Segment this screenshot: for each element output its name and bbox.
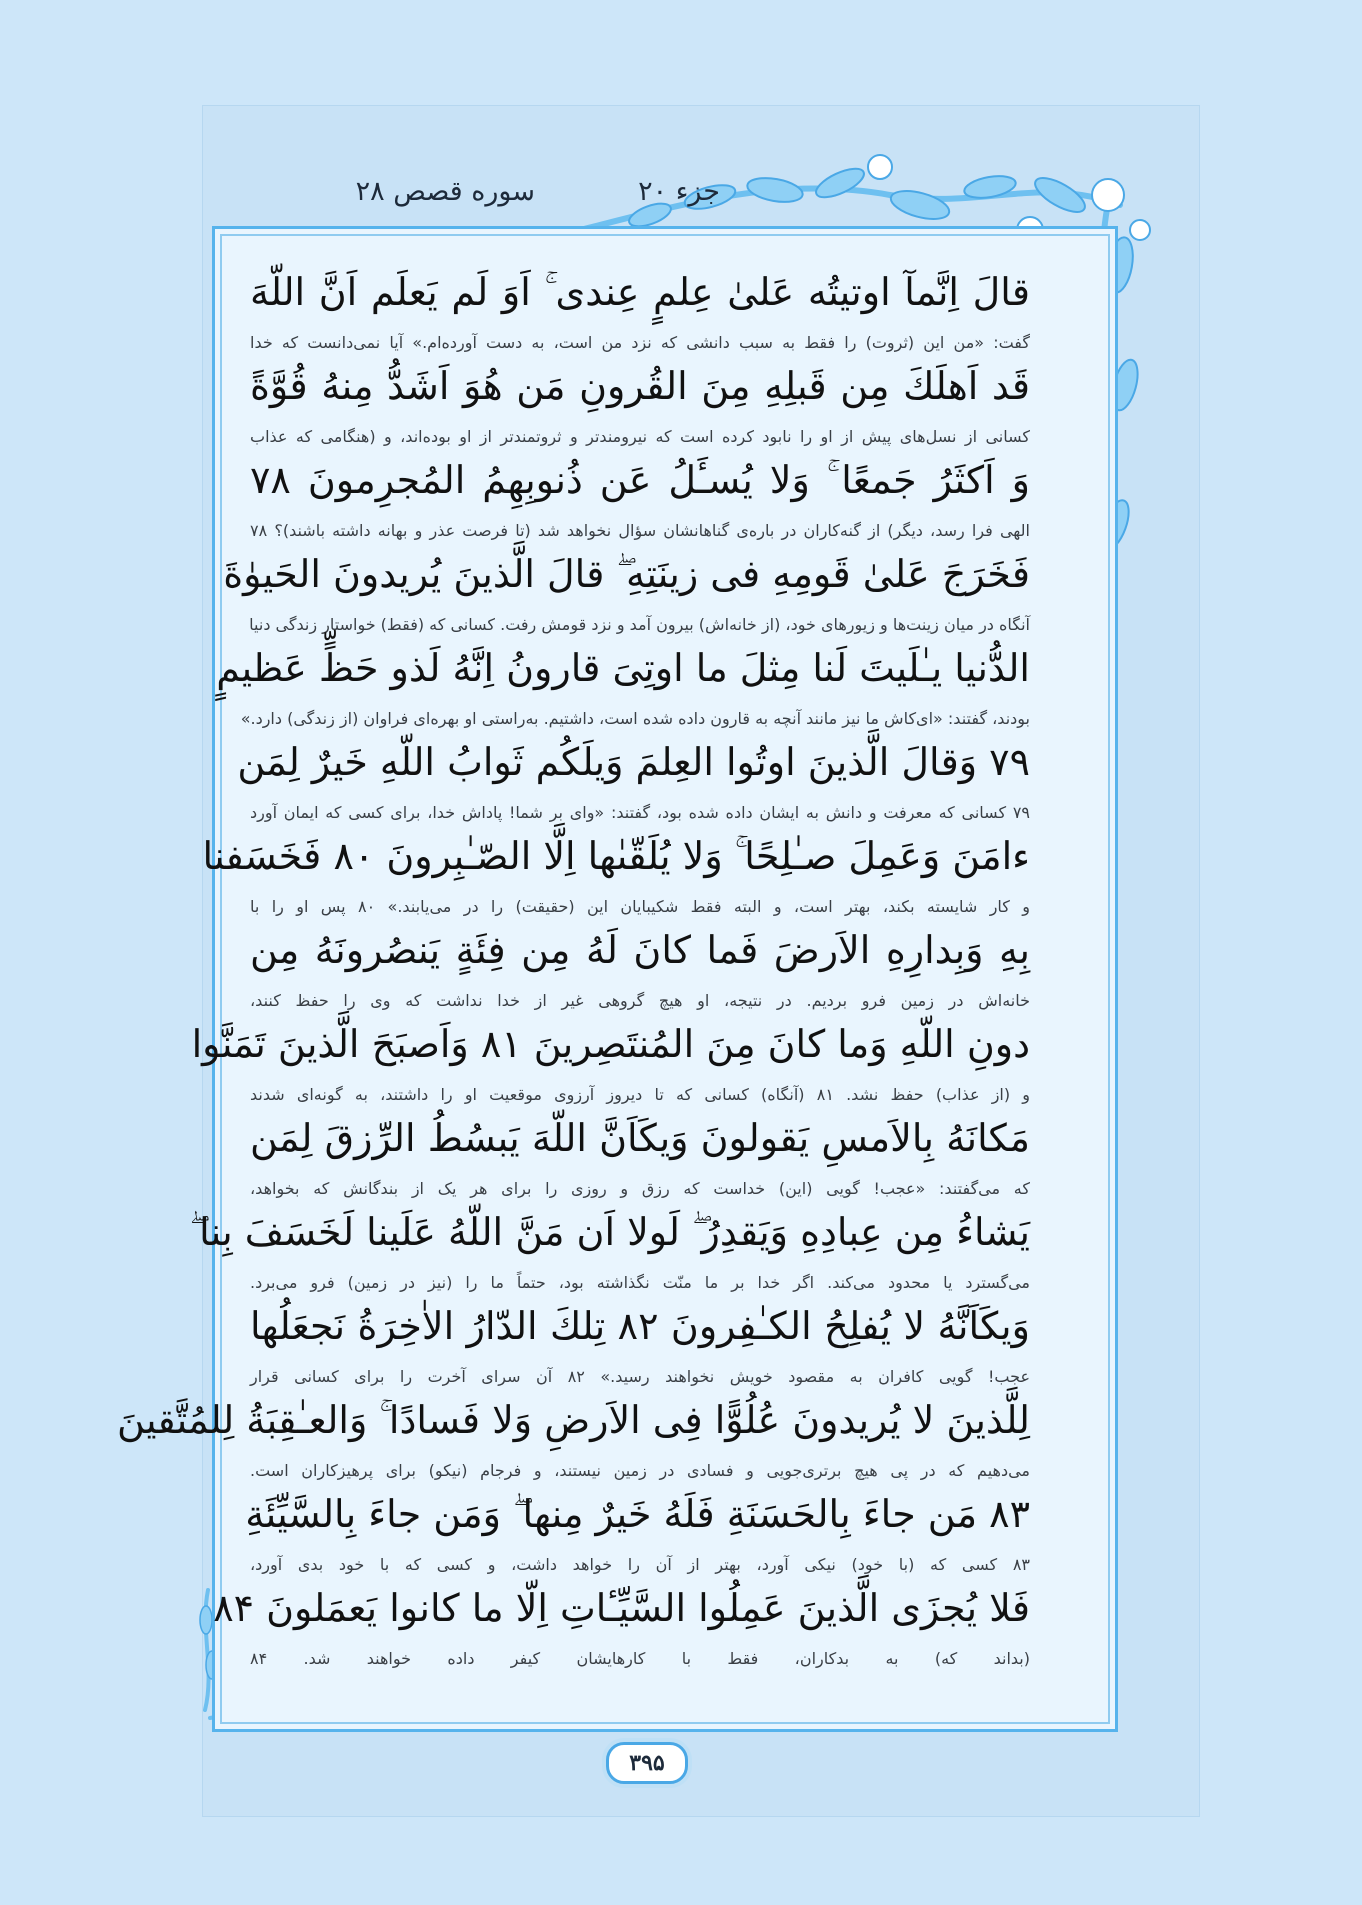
juz-label: جزء ۲۰: [638, 176, 720, 207]
verse-line: ۸۳ مَن جاءَ بِالحَسَنَةِ فَلَهُ خَيرٌ مِنها ۖ وَمَن جاءَ بِالسَّيِّئَةِ: [245, 1492, 1030, 1536]
verse-line: مَكانَهُ بِالاَمسِ يَقولونَ وَيكَاَنَّ اللّهَ يَبسُطُ الرِّزقَ لِمَن: [250, 1116, 1030, 1160]
verse-line: وَ اَكثَرُ جَمعًا ۚ وَلا يُسـَٔلُ عَن ذُنوبِهِمُ المُجرِمونَ ۷۸: [250, 458, 1030, 502]
verse-line: دونِ اللّهِ وَما كانَ مِنَ المُنتَصِرينَ ۸۱ وَاَصبَحَ الَّذينَ تَمَنَّوا: [191, 1022, 1030, 1066]
verse-content: [117, 262, 1031, 1692]
translation-line: کسانی از نسل‌های پیش از او را نابود کرده است که نیرومندتر و ثروتمندتر از او بوده‌اند، و (هنگامی که عذاب: [250, 427, 1030, 446]
verse-line: قالَ اِنَّمآ اوتيتُه عَلیٰ عِلمٍ عِندی ۚ اَوَ لَم يَعلَم اَنَّ اللّهَ: [250, 270, 1030, 314]
translation-line: که می‌گفتند: «عجب! گویی (این) خداست که رزق و روزی را برای هر یک از بندگانش که بخواهد،: [250, 1179, 1030, 1198]
surah-label: سوره قصص ۲۸: [355, 176, 535, 207]
verse-line: الدُّنيا يـٰلَيتَ لَنا مِثلَ ما اوتِیَ قارونُ اِنَّهُ لَذو حَظٍّ عَظيمٍ: [216, 646, 1030, 690]
verse-line: لِلَّذينَ لا يُريدونَ عُلُوًّا فِی الاَرضِ وَلا فَسادًا ۚ وَالعـٰقِبَةُ لِلمُتَّقينَ: [117, 1398, 1030, 1442]
verse-line: فَخَرَجَ عَلیٰ قَومِهِ فی زينَتِهِ ۖ قالَ الَّذينَ يُريدونَ الحَيوٰةَ: [223, 552, 1030, 596]
translation-line: بودند، گفتند: «ای‌کاش ما نیز مانند آنچه به قارون داده شده است، داشتیم. به‌راستی او بهره‌ای فراوان (از زندگی) دارد.»: [240, 709, 1030, 728]
page-number: ۳۹۵: [629, 1750, 665, 1776]
verse-line: فَلا يُجزَى الَّذينَ عَمِلُوا السَّيِّـٔاتِ اِلّا ما كانوا يَعمَلونَ ۸۴: [213, 1586, 1030, 1630]
verse-line: ءامَنَ وَعَمِلَ صـٰلِحًا ۚ وَلا يُلَقّىٰها اِلَّا الصّـٰبِرونَ ۸۰ فَخَسَفنا: [202, 834, 1030, 878]
verse-line: ۷۹ وَقالَ الَّذينَ اوتُوا العِلمَ وَيلَكُم ثَوابُ اللّهِ خَيرٌ لِمَن: [237, 740, 1030, 784]
page-header: [355, 176, 720, 220]
page-number-badge: [606, 1742, 688, 1784]
translation-line: می‌گسترد یا محدود می‌کند. اگر خدا بر ما منّت نگذاشته بود، حتماً ما را (نیز در زمین) فرو می‌برد.: [250, 1273, 1030, 1292]
translation-line: عجب! گویی کافران به مقصود خویش نخواهند رسید.» ۸۲ آن سرای آخرت را برای کسانی قرار: [250, 1367, 1030, 1386]
verse-line: قَد اَهلَكَ مِن قَبلِهِ مِنَ القُرونِ مَن هُوَ اَشَدُّ مِنهُ قُوَّةً: [250, 364, 1030, 408]
translation-line: گفت: «من این (ثروت) را فقط به سبب دانشی که نزد من است، به دست آورده‌ام.» آیا نمی‌دانست که خدا: [250, 333, 1030, 352]
translation-line: ۷۹ کسانی که معرفت و دانش به ایشان داده شده بود، گفتند: «وای بر شما! پاداش خدا، برای کسی که ایمان آورد: [250, 803, 1030, 822]
translation-line: آنگاه در میان زینت‌ها و زیورهای خود، (از خانه‌اش) بیرون آمد و نزد قومش رفت. کسانی که (فقط) خواستار زندگی دنیا: [249, 615, 1030, 634]
translation-line: خانه‌اش در زمین فرو بردیم. در نتیجه، او هیچ گروهی غیر از خدا نداشت که وی را حفظ کنند،: [250, 991, 1030, 1010]
translation-line: و کار شایسته بکند، بهتر است، و البته فقط شکیبایان این (حقیقت) را در می‌یابند.» ۸۰ پس او را با: [250, 897, 1030, 916]
translation-line: می‌دهیم که در پی هیچ برتری‌جویی و فسادی در زمین نیستند، و فرجام (نیکو) برای پرهیزکاران است.: [250, 1461, 1030, 1480]
translation-line: و (از عذاب) حفظ نشد. ۸۱ (آنگاه) کسانی که تا دیروز آرزوی موقعیت او را داشتند، به گونه‌ای شدند: [250, 1085, 1031, 1104]
translation-line: ۸۳ کسی که (با خود) نیکی آورد، بهتر از آن را خواهد داشت، و کسی که با خود بدی آورد،: [250, 1555, 1030, 1574]
translation-line: الهی فرا رسد، دیگر) از گنه‌کاران در باره‌ی گناهانشان سؤال نخواهد شد (تا فرصت عذر و بهانه داشته باشند)؟ ۷۸: [250, 521, 1030, 540]
translation-line: (بداند که) به بدکاران، فقط با کارهایشان کیفر داده خواهند شد. ۸۴: [250, 1649, 1030, 1668]
verse-line: وَيكَاَنَّهُ لا يُفلِحُ الكـٰفِرونَ ۸۲ تِلكَ الدّارُ الاٰخِرَةُ نَجعَلُها: [250, 1304, 1030, 1348]
verse-line: بِهِ وَبِدارِهِ الاَرضَ فَما كانَ لَهُ مِن فِئَةٍ يَنصُرونَهُ مِن: [250, 928, 1030, 972]
verse-line: يَشاءُ مِن عِبادِهِ وَيَقدِرُ ۖ لَولا اَن مَنَّ اللّهُ عَلَينا لَخَسَفَ بِنا ۖ: [189, 1210, 1030, 1254]
